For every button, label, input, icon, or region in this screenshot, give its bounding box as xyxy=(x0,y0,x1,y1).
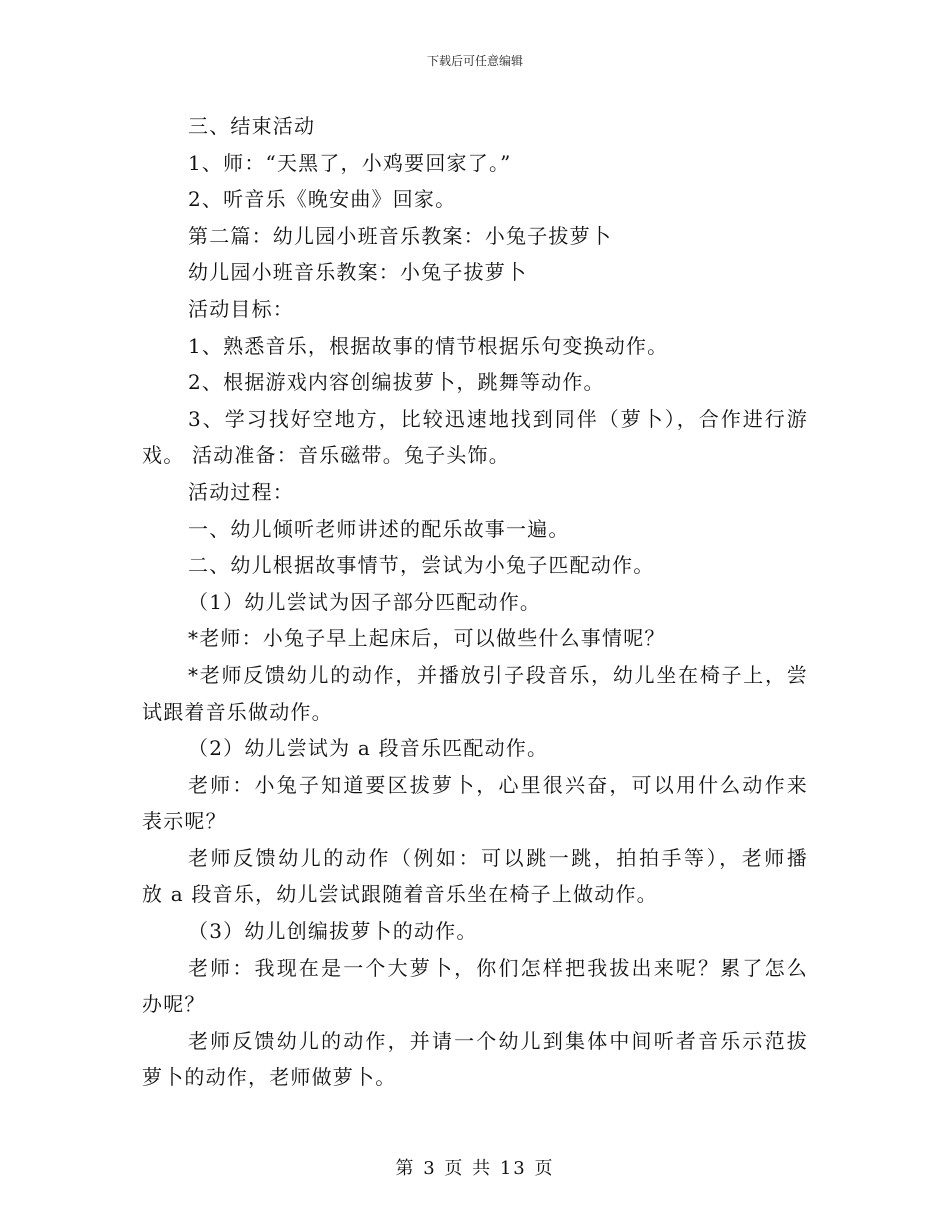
lesson-title: 幼儿园小班音乐教案：小兔子拔萝卜 xyxy=(188,260,528,285)
body-text xyxy=(142,108,808,1096)
paragraph-continuation: 放 a 段音乐，幼儿尝试跟随着音乐坐在椅子上做动作。 xyxy=(142,882,658,907)
paragraph: 一、幼儿倾听老师讲述的配乐故事一遍。 xyxy=(188,516,570,541)
paragraph: 1、熟悉音乐，根据故事的情节根据乐句变换动作。 xyxy=(188,333,669,358)
paragraph: 2、听音乐《晚安曲》回家。 xyxy=(188,187,457,212)
paragraph: 老师：小兔子知道要区拔萝卜，心里很兴奋，可以用什么动作来 xyxy=(188,772,808,797)
section-heading: 活动目标： xyxy=(188,296,294,321)
subsection-heading: （3）幼儿创编拔萝卜的动作。 xyxy=(188,919,478,944)
paragraph-continuation: 戏。 活动准备：音乐磁带。兔子头饰。 xyxy=(142,443,510,468)
section-heading: 三、结束活动 xyxy=(188,114,316,138)
paragraph: 老师反馈幼儿的动作（例如：可以跳一跳，拍拍手等），老师播 xyxy=(188,845,808,870)
chapter-title: 第二篇：幼儿园小班音乐教案：小兔子拔萝卜 xyxy=(188,223,612,248)
paragraph-continuation: 办呢？ xyxy=(142,992,206,1017)
paragraph: 2、根据游戏内容创编拔萝卜，跳舞等动作。 xyxy=(188,370,605,395)
paragraph-continuation: 表示呢？ xyxy=(142,809,227,834)
paragraph-continuation: 萝卜的动作，老师做萝卜。 xyxy=(142,1065,397,1090)
section-heading: 活动过程： xyxy=(188,479,294,504)
page-header: 下载后可任意编辑 xyxy=(426,54,523,68)
subsection-heading: （1）幼儿尝试为因子部分匹配动作。 xyxy=(188,589,542,614)
paragraph: 1、师：“天黑了，小鸡要回家了。” xyxy=(188,150,512,175)
paragraph-continuation: 试跟着音乐做动作。 xyxy=(142,699,333,724)
paragraph: 老师反馈幼儿的动作，并请一个幼儿到集体中间听者音乐示范拔 xyxy=(188,1028,808,1053)
paragraph: 老师：我现在是一个大萝卜，你们怎样把我拔出来呢？累了怎么 xyxy=(188,955,808,980)
paragraph: *老师：小兔子早上起床后，可以做些什么事情呢？ xyxy=(188,626,666,651)
subsection-heading: （2）幼儿尝试为 a 段音乐匹配动作。 xyxy=(188,736,549,761)
paragraph: 二、幼儿根据故事情节，尝试为小兔子匹配动作。 xyxy=(188,553,655,578)
page-footer: 第 3 页 共 13 页 xyxy=(395,1158,555,1179)
paragraph: 3、学习找好空地方，比较迅速地找到同伴（萝卜），合作进行游 xyxy=(188,406,808,431)
paragraph: *老师反馈幼儿的动作，并播放引子段音乐，幼儿坐在椅子上，尝 xyxy=(188,662,808,687)
